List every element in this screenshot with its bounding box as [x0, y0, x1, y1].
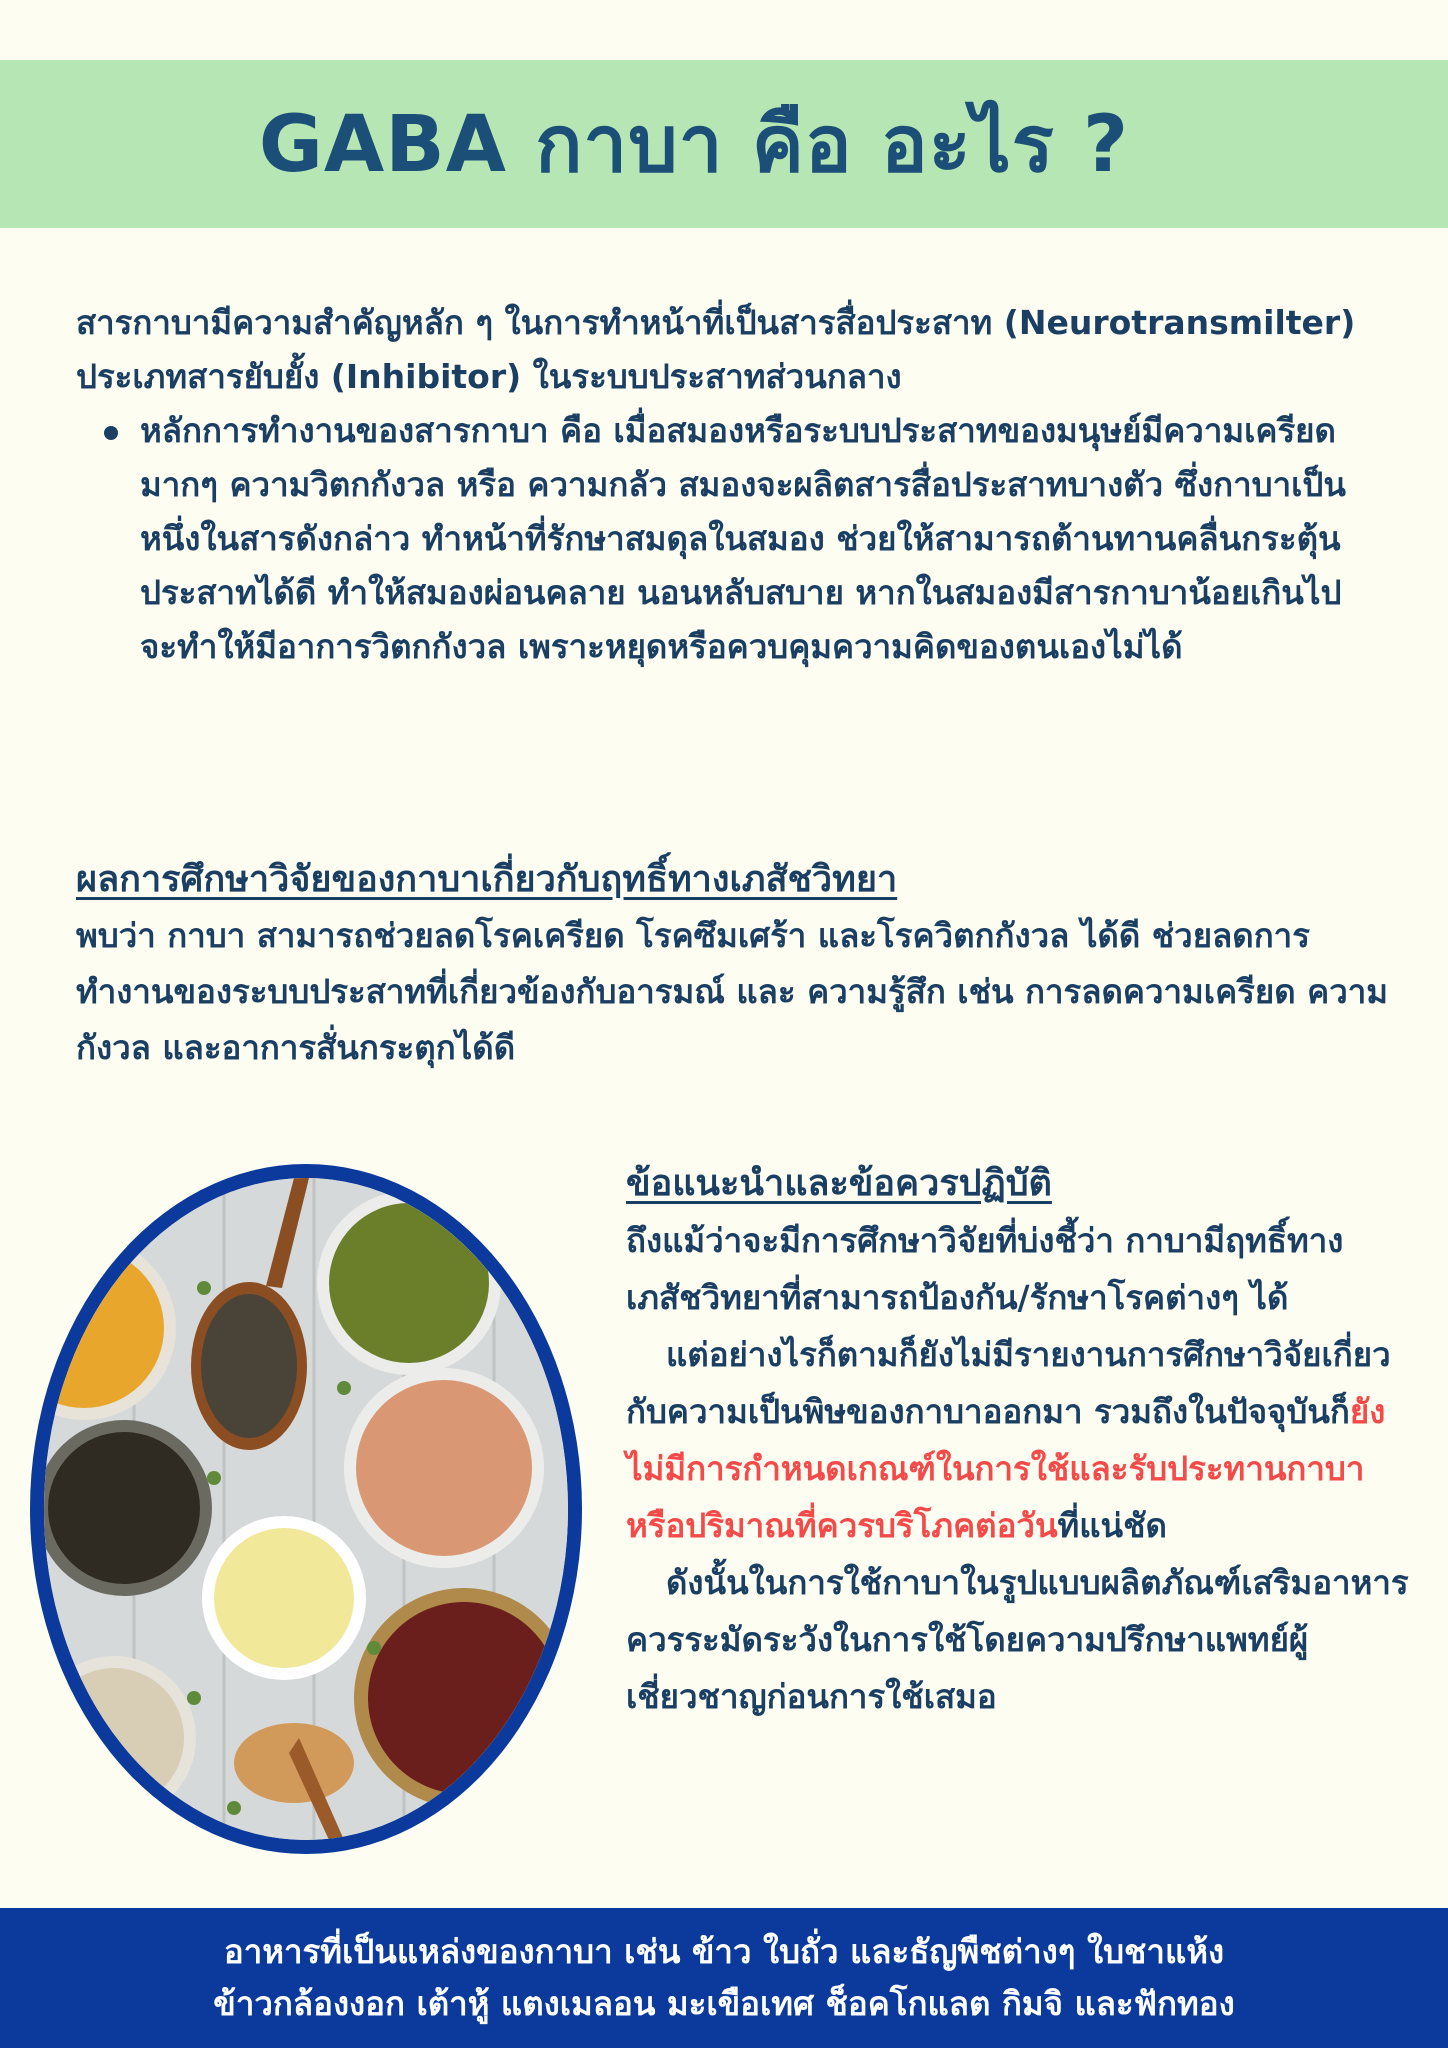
grains-beans-photo: [44, 1178, 568, 1840]
research-body: พบว่า กาบา สามารถช่วยลดโรคเครียด โรคซึมเศร้า และโรควิตกกังวล ได้ดี ช่วยลดการทำงานของระบบประสาทที่เกี่ยวข้องกับอารมณ์ และ ความรู้สึก เช่น การลดความเครียด ความกังวล และอาการสั่นกระตุกได้ดี: [76, 916, 1389, 1067]
advice-paragraph-2-text: แต่อย่างไรก็ตามก็ยังไม่มีรายงานการศึกษาวิจัยเกี่ยวกับความเป็นพิษของกาบาออกมา รวมถึงในปัจจุบันก็: [626, 1335, 1391, 1431]
footer-line-1: อาหารที่เป็นแหล่งของกาบา เช่น ข้าว ใบถั่ว และธัญพืชต่างๆ ใบชาแห้ง: [223, 1932, 1225, 1971]
grains-photo-frame: [30, 1164, 582, 1854]
intro-paragraph: สารกาบามีความสำคัญหลัก ๆ ในการทำหน้าที่เป็นสารสื่อประสาท (Neurotransmilter) ประเภทสารยับยั้ง (Inhibitor) ในระบบประสาทส่วนกลาง: [76, 303, 1356, 396]
advice-paragraph-2: [626, 1326, 1426, 1554]
research-section: [76, 852, 1406, 1076]
intro-bullet: หลักการทำงานของสารกาบา คือ เมื่อสมองหรือระบบประสาทของมนุษย์มีความเครียดมากๆ ความวิตกกังวล หรือ ความกลัว สมองจะผลิตสารสื่อประสาทบางตัว ซึ่งกาบาเป็นหนึ่งในสารดังกล่าว ทำหน้าที่รักษาสมดุลในสมอง ช่วยให้สามารถต้านทานคลื่นกระตุ้นประสาทได้ดี ทำให้สมองผ่อนคลาย นอนหลับสบาย หากในสมองมีสารกาบาน้อยเกินไป จะทำให้มีอาการวิตกกังวล เพราะหยุดหรือควบคุมความคิดของตนเองไม่ได้: [140, 404, 1386, 674]
footer-banner: [0, 1908, 1448, 2048]
title-banner: [0, 60, 1448, 228]
advice-paragraph-3: ดังนั้นในการใช้กาบาในรูปแบบผลิตภัณฑ์เสริมอาหารควรระมัดระวังในการใช้โดยความปรึกษาแพทย์ผู้เชี่ยวชาญก่อนการใช้เสมอ: [626, 1563, 1409, 1716]
advice-paragraph-1: ถึงแม้ว่าจะมีการศึกษาวิจัยที่บ่งชี้ว่า กาบามีฤทธิ์ทางเภสัชวิทยาที่สามารถป้องกัน/รักษาโรคต่างๆ ได้: [626, 1221, 1344, 1317]
footer-line-2: ข้าวกล้องงอก เต้าหู้ แตงเมลอน มะเขือเทศ ช็อคโกแลต กิมจิ และฟักทอง: [213, 1984, 1235, 2023]
advice-warning-highlight: ยังไม่มีการกำหนดเกณฑ์ในการใช้และรับประทานกาบา หรือปริมาณที่ควรบริโภคต่อวัน: [626, 1392, 1386, 1545]
intro-bullet-list: [76, 404, 1386, 674]
advice-section: [626, 1155, 1426, 1725]
advice-paragraph-2-end: ที่แน่ชัด: [1057, 1506, 1167, 1545]
intro-section: [76, 296, 1386, 674]
advice-heading: ข้อแนะนำและข้อควรปฏิบัติ: [626, 1163, 1052, 1204]
page-title: GABA กาบา คือ อะไร ?: [258, 100, 1130, 190]
research-heading: ผลการศึกษาวิจัยของกาบาเกี่ยวกับฤทธิ์ทางเภสัชวิทยา: [76, 859, 898, 900]
